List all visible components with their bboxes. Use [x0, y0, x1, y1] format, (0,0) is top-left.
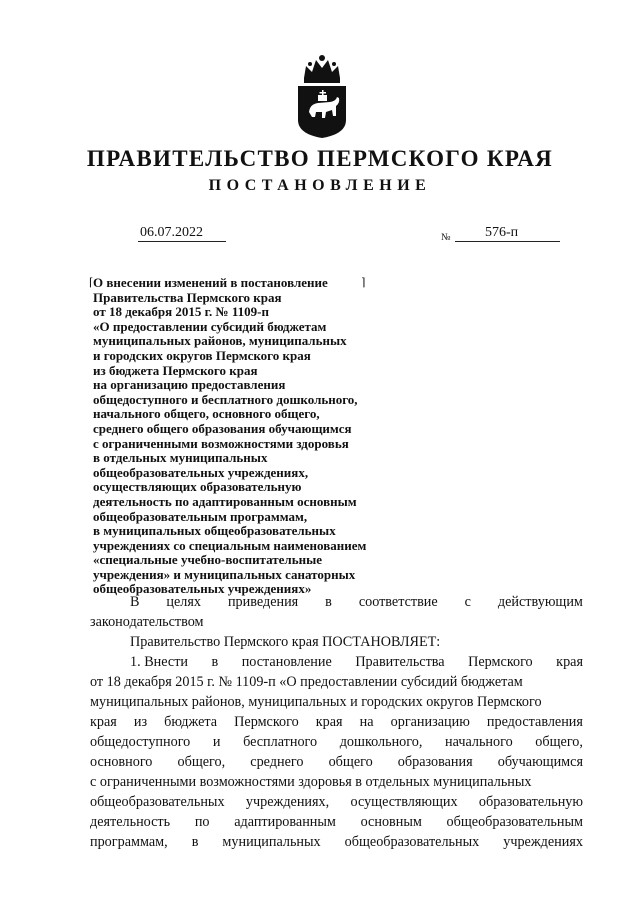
body-word: образования — [397, 754, 473, 770]
body-word: действующим — [497, 594, 583, 610]
body-word: адаптированным — [234, 814, 336, 830]
subject-line: среднего общего образования обучающимся — [93, 420, 352, 436]
body-word: программам, — [90, 834, 168, 850]
body-word: среднего — [250, 754, 304, 770]
subject-line: «специальные учебно-воспитательные — [93, 552, 322, 568]
body-line — [90, 832, 583, 852]
body-word: края — [315, 714, 343, 730]
body-word: организацию — [390, 714, 470, 730]
subject-line: на организацию предоставления — [93, 377, 286, 393]
body-word: общеобразовательных — [90, 794, 225, 810]
body-word: 1. Внести — [130, 654, 188, 670]
subject-line: общеобразовательных учреждениях, — [93, 464, 309, 480]
body-line — [90, 652, 583, 672]
subject-line: из бюджета Пермского края — [93, 362, 258, 378]
subject-line: осуществляющих образовательную — [93, 479, 302, 495]
body-word: основным — [360, 814, 422, 830]
document-subject — [89, 275, 433, 597]
government-name: ПРАВИТЕЛЬСТВО ПЕРМСКОГО КРАЯ — [86, 146, 554, 171]
subject-line: деятельность по адаптированным основным — [93, 493, 357, 509]
body-line — [90, 812, 583, 832]
body-word: края — [90, 714, 117, 730]
perm-krai-coat-of-arms-icon — [296, 54, 348, 138]
body-word: в — [325, 594, 332, 610]
subject-line: начального общего, основного общего, — [93, 406, 320, 422]
body-word: на — [359, 714, 374, 730]
body-word: бесплатного — [243, 734, 318, 750]
document-date: 06.07.2022 — [138, 224, 226, 242]
number-sign: № — [441, 232, 451, 243]
body-line: от 18 декабря 2015 г. № 1109-п «О предоставлении субсидий бюджетам — [90, 674, 523, 690]
body-word: предоставления — [486, 714, 583, 730]
body-line: муниципальных районов, муниципальных и городских округов Пермского — [90, 694, 542, 710]
body-word: приведения — [227, 594, 299, 610]
body-word: учреждениях — [503, 834, 583, 850]
subject-line: общеобразовательным программам, — [93, 508, 308, 524]
corner-bracket-right: ⌉ — [361, 277, 366, 289]
subject-line: в муниципальных общеобразовательных — [93, 523, 336, 539]
body-word: общего, — [535, 734, 583, 750]
body-word: основного — [90, 754, 153, 770]
body-line: Правительство Пермского края ПОСТАНОВЛЯЕТ: — [130, 634, 441, 650]
body-word: осуществляющих — [350, 794, 458, 810]
body-line — [90, 792, 583, 812]
body-word: общего — [328, 754, 373, 770]
subject-line: от 18 декабря 2015 г. № 1109-п — [93, 304, 269, 320]
body-word: края — [556, 654, 583, 670]
body-line: с ограниченными возможностями здоровья в отдельных муниципальных — [90, 774, 532, 790]
body-line: законодательством — [90, 614, 204, 630]
body-word: общедоступного — [90, 734, 191, 750]
body-word: целях — [166, 594, 202, 610]
body-line — [90, 592, 583, 612]
document-number-field — [455, 224, 560, 242]
body-word: и — [212, 734, 221, 750]
subject-line: «О предоставлении субсидий бюджетам — [93, 318, 327, 334]
subject-line: с ограниченными возможностями здоровья — [93, 435, 349, 451]
document-number: 576-п — [485, 225, 519, 240]
body-word: Пермского — [234, 714, 299, 730]
subject-line: учреждениях со специальным наименованием — [93, 537, 367, 553]
body-word: в — [191, 834, 199, 850]
body-line — [90, 752, 583, 772]
subject-line: О внесении изменений в постановление — [93, 275, 328, 290]
document-type: ПОСТАНОВЛЕНИЕ — [208, 177, 432, 194]
subject-line: общедоступного и бесплатного дошкольного, — [93, 391, 358, 407]
subject-line: общеобразовательных учреждениях» — [93, 581, 312, 597]
body-word: в — [211, 654, 219, 670]
subject-line: учреждения» и муниципальных санаторных — [93, 566, 356, 582]
body-word: деятельность — [90, 814, 171, 830]
body-word: Правительства — [355, 654, 445, 670]
body-word: из — [133, 714, 148, 730]
body-word: начального — [445, 734, 513, 750]
body-word: дошкольного, — [339, 734, 423, 750]
body-line — [90, 712, 583, 732]
document-body — [90, 592, 583, 852]
body-word: образовательную — [478, 794, 583, 810]
body-word: муниципальных — [222, 834, 321, 850]
body-word: общеобразовательных — [344, 834, 480, 850]
body-word: бюджета — [164, 714, 218, 730]
subject-line: муниципальных районов, муниципальных — [93, 333, 347, 349]
subject-line: Правительства Пермского края — [93, 289, 282, 305]
body-word: В — [130, 594, 140, 610]
subject-line: и городских округов Пермского края — [93, 347, 311, 363]
body-word: соответствие — [358, 594, 438, 610]
subject-line: в отдельных муниципальных — [93, 450, 268, 466]
body-word: по — [194, 814, 210, 830]
body-line — [90, 732, 583, 752]
corner-bracket-left: ⌈ — [89, 277, 94, 289]
body-word: с — [464, 594, 471, 610]
body-word: постановление — [241, 654, 332, 670]
body-word: обучающимся — [497, 754, 583, 770]
body-word: общего, — [177, 754, 226, 770]
body-word: Пермского — [468, 654, 533, 670]
body-word: общеобразовательным — [446, 814, 583, 830]
body-word: учреждениях, — [245, 794, 330, 810]
